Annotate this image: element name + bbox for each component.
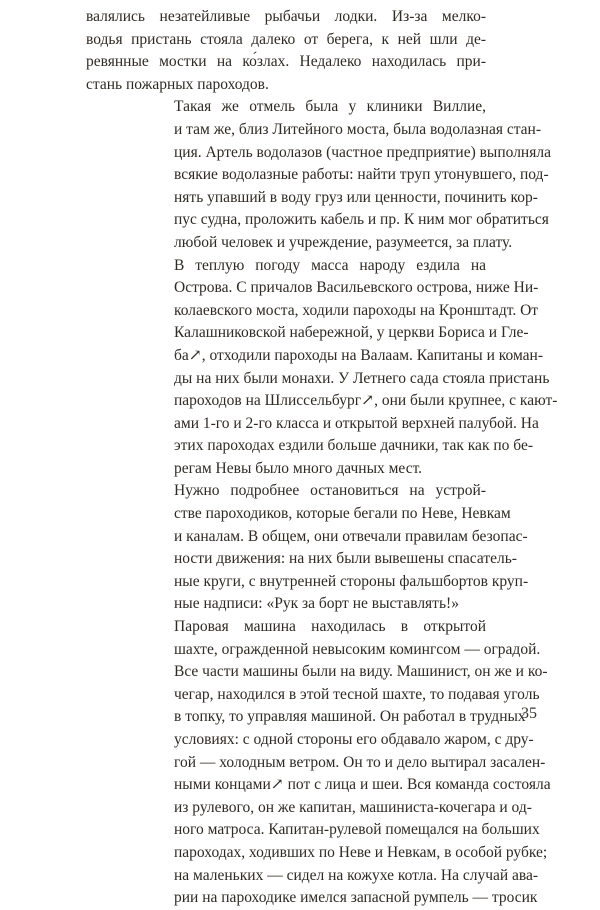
text-line: водья пристань стояла далеко от берега, к ней шли де- [86,30,486,48]
text-line: условиях: с одной стороны его обдавало жаром, с дру- [174,731,534,748]
paragraph-2 [86,96,551,254]
text-line: ными концами↗ пот с лица и шеи. Вся команда состояла [174,776,551,794]
text-line: нять упавший в воду груз или ценности, починить кор- [174,188,538,206]
text-line: чегар, находился в этой тесной шахте, то подавая уголь [174,685,540,703]
text-line: валялись незатейливые рыбачьи лодки. Из-за мелко- [86,8,486,25]
text-line: пус судна, проложить кабель и пр. К ним мог обратиться [174,211,549,229]
text-line: ревянные мостки на ко́злах. Недалеко находилась при- [86,53,486,71]
text-line: шахте, огражденной невысоким комингсом — оградой. [174,640,541,658]
text-line: рии на пароходике имелся запасной румпель — тросик [174,889,538,907]
paragraph-1 [86,6,486,96]
paragraph-4 [86,480,529,616]
text-line: ные надписи: «Рук за борт не выставлять!» [174,595,459,613]
text-line: ды на них были монахи. У Летнего сада стояла пристань [174,369,550,387]
text-line: стве пароходиков, которые бегали по Неве, Невкам [174,505,511,523]
text-line: Нужно подробнее остановиться на устрой- [174,482,486,500]
text-line: гой — холодным ветром. Он то и дело вытирал засален- [174,753,546,771]
text-line: В теплую погоду масса народу ездила на [174,256,486,274]
text-line: этих пароходах ездили больше дачники, так как по бе- [174,437,533,455]
text-line: в топку, то управляя машиной. Он работал в трудных [174,708,526,726]
text-line: и каналам. В общем, они отвечали правилам безопас- [174,527,528,545]
paragraph-3 [86,255,558,481]
text-line: Острова. С причалов Васильевского острова, ниже Ни- [174,279,539,297]
page-number: 35 [521,705,537,722]
text-line: пароходах, ходивших по Неве и Невкам, в особой рубке; [174,843,548,861]
text-line: стань пожарных пароходов. [86,75,269,93]
text-line: Такая же отмель была у клиники Виллие, [174,98,486,116]
text-line: колаевского моста, ходили пароходы на Кронштадт. От [174,301,539,319]
text-line: всякие водолазные работы: найти труп утонувшего, под- [174,166,549,184]
text-line: Калашниковской набережной, у церкви Бориса и Гле- [174,324,529,342]
text-line: регам Невы было много дачных мест. [174,459,423,477]
text-line: на маленьких — сидел на кожухе котла. На случай ава- [174,866,539,884]
text-line: любой человек и учреждение, разумеется, за плату. [174,233,513,251]
text-line: Паровая машина находилась в открытой [174,618,486,636]
text-line: ности движения: на них были вывешены спасатель- [174,550,517,568]
text-line: и там же, близ Литейного моста, была водолазная стан- [174,120,542,138]
text-line: из рулевого, он же капитан, машиниста-кочегара и од- [174,798,532,816]
text-line: ба↗, отходили пароходы на Валаам. Капитаны и коман- [174,346,543,364]
text-line: ция. Артель водолазов (частное предприятие) выполняла [174,143,551,161]
text-line: ные круги, с внутренней стороны фальшбортов круп- [174,572,529,590]
text-line: пароходов на Шлиссельбург↗, они были крупнее, с кают- [174,392,558,410]
text-line: Все части машины были на виду. Машинист, он же и ко- [174,663,548,681]
text-line: ами 1-го и 2-го класса и открытой верхней палубой. На [174,414,539,432]
text-line: ного матроса. Капитан-рулевой помещался на больших [174,821,540,839]
